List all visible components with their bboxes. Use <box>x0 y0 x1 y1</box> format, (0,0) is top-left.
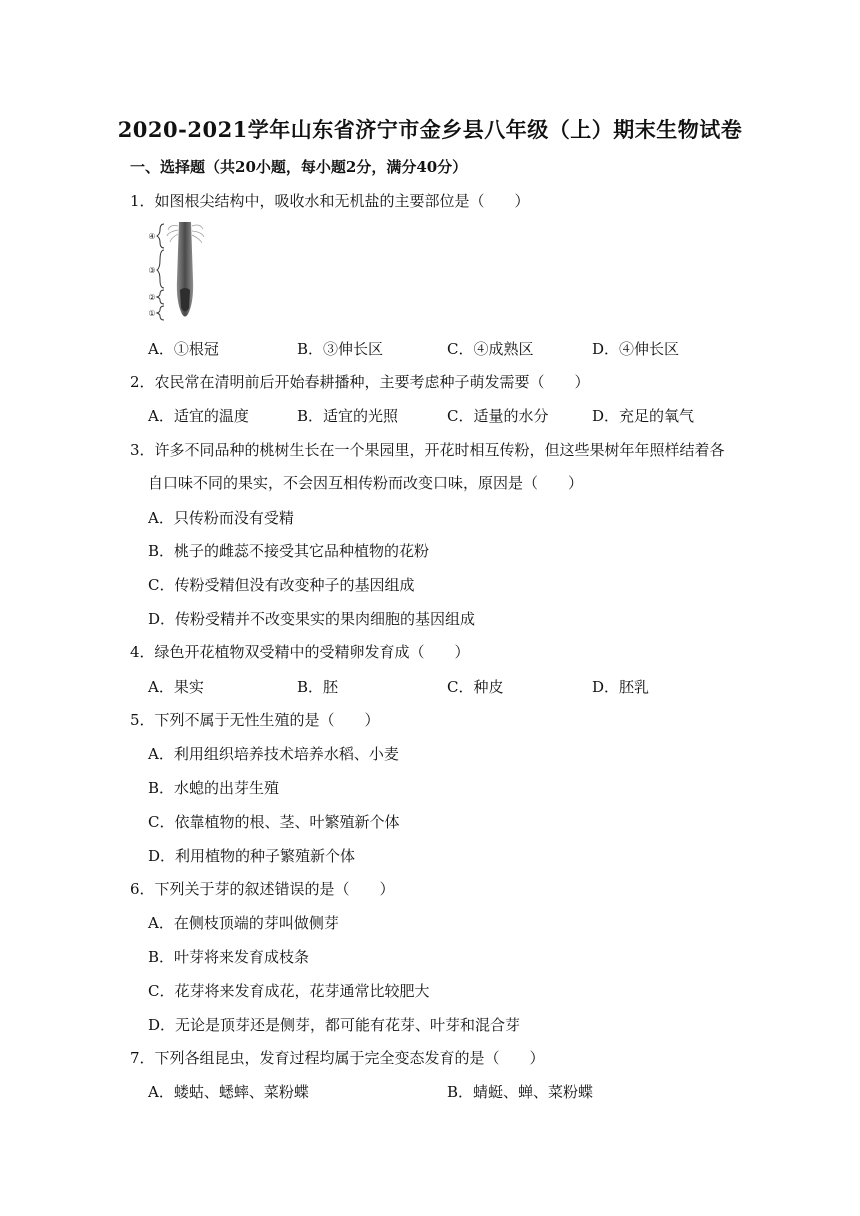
question-3 <box>130 439 725 460</box>
question-stem: 如图根尖结构中，吸收水和无机盐的主要部位是（ ） <box>154 192 530 210</box>
question-5 <box>130 709 380 730</box>
question-stem: 下列关于芽的叙述错误的是（ ） <box>154 880 395 898</box>
question-7 <box>130 1047 545 1068</box>
option-c[interactable]: C．依靠植物的根、茎、叶繁殖新个体 <box>148 813 400 831</box>
section-heading: 一、选择题（共20小题，每小题2分，满分40分） <box>130 158 468 176</box>
question-number: 7． <box>130 1049 155 1067</box>
option-b[interactable]: B．桃子的雌蕊不接受其它品种植物的花粉 <box>148 542 430 560</box>
option-b[interactable]: B．适宜的光照 <box>297 407 399 425</box>
option-d[interactable]: D．无论是顶芽还是侧芽，都可能有花芽、叶芽和混合芽 <box>148 1016 521 1034</box>
option-d[interactable]: D．传粉受精并不改变果实的果肉细胞的基因组成 <box>148 610 476 628</box>
option-a[interactable]: A．只传粉而没有受精 <box>148 509 294 527</box>
question-stem: 农民常在清明前后开始春耕播种，主要考虑种子萌发需要（ ） <box>154 373 590 391</box>
option-c[interactable]: C．④成熟区 <box>447 340 534 358</box>
option-b[interactable]: B．胚 <box>297 678 339 696</box>
option-a[interactable]: A．果实 <box>148 678 204 696</box>
question-number: 3． <box>130 441 155 459</box>
question-stem: 绿色开花植物双受精中的受精卵发育成（ ） <box>154 643 470 661</box>
question-number: 2． <box>130 373 155 391</box>
root-tip-figure <box>148 220 216 326</box>
question-stem: 许多不同品种的桃树生长在一个果园里，开花时相互传粉，但这些果树年年照样结着各 <box>154 441 725 459</box>
option-c[interactable]: C．传粉受精但没有改变种子的基因组成 <box>148 576 415 594</box>
option-c[interactable]: C．种皮 <box>447 678 504 696</box>
option-b[interactable]: B．蜻蜓、蝉、菜粉蝶 <box>447 1083 594 1101</box>
option-b[interactable]: B．水螅的出芽生殖 <box>148 779 280 797</box>
option-c[interactable]: C．花芽将来发育成花，花芽通常比较肥大 <box>148 982 430 1000</box>
question-2 <box>130 371 590 392</box>
option-a[interactable]: A．①根冠 <box>148 340 219 358</box>
option-d[interactable]: D．胚乳 <box>592 678 650 696</box>
option-b[interactable]: B．叶芽将来发育成枝条 <box>148 948 310 966</box>
option-a[interactable]: A．利用组织培养技术培养水稻、小麦 <box>148 745 399 763</box>
question-stem: 下列各组昆虫，发育过程均属于完全变态发育的是（ ） <box>154 1049 545 1067</box>
option-a[interactable]: A．蝼蛄、蟋蟀、菜粉蝶 <box>148 1083 309 1101</box>
option-d[interactable]: D．充足的氧气 <box>592 407 695 425</box>
option-c[interactable]: C．适量的水分 <box>447 407 549 425</box>
option-a[interactable]: A．适宜的温度 <box>148 407 249 425</box>
question-number: 6． <box>130 880 155 898</box>
question-number: 4． <box>130 643 155 661</box>
question-6 <box>130 878 395 899</box>
option-b[interactable]: B．③伸长区 <box>297 340 384 358</box>
question-stem-continued: 自口味不同的果实，不会因互相传粉而改变口味，原因是（ ） <box>148 474 584 492</box>
option-d[interactable]: D．④伸长区 <box>592 340 680 358</box>
question-4 <box>130 641 470 662</box>
question-stem: 下列不属于无性生殖的是（ ） <box>154 711 380 729</box>
question-1 <box>130 190 530 211</box>
figure-label: ② <box>148 293 156 302</box>
figure-label: ① <box>148 309 156 318</box>
page-title: 2020-2021学年山东省济宁市金乡县八年级（上）期末生物试卷 <box>117 117 743 142</box>
option-d[interactable]: D．利用植物的种子繁殖新个体 <box>148 847 356 865</box>
figure-label: ③ <box>148 266 156 275</box>
question-number: 5． <box>130 711 155 729</box>
option-a[interactable]: A．在侧枝顶端的芽叫做侧芽 <box>148 914 339 932</box>
question-number: 1． <box>130 192 155 210</box>
figure-label: ④ <box>148 232 156 241</box>
